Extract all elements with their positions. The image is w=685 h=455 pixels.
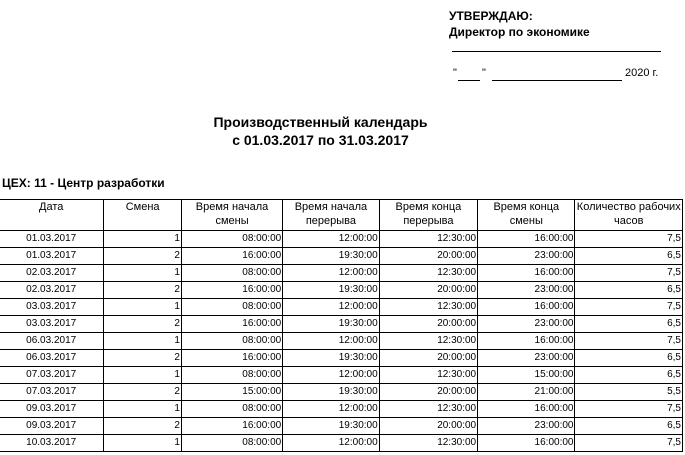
cell-end: 16:00:00 bbox=[478, 299, 575, 316]
cell-start: 16:00:00 bbox=[181, 316, 282, 333]
table-row bbox=[0, 299, 683, 316]
cell-break-end: 20:00:00 bbox=[379, 418, 477, 435]
cell-hours: 7,5 bbox=[575, 299, 683, 316]
cell-hours: 6,5 bbox=[575, 316, 683, 333]
cell-break-start: 19:30:00 bbox=[283, 350, 379, 367]
cell-hours: 6,5 bbox=[575, 418, 683, 435]
cell-break-start: 12:00:00 bbox=[283, 265, 379, 282]
cell-break-start: 12:00:00 bbox=[283, 333, 379, 350]
cell-shift: 2 bbox=[104, 418, 182, 435]
table-row bbox=[0, 401, 683, 418]
cell-start: 15:00:00 bbox=[181, 384, 282, 401]
calendar-table bbox=[0, 199, 683, 452]
cell-hours: 7,5 bbox=[575, 401, 683, 418]
department-label: ЦЕХ: 11 bbox=[2, 176, 47, 190]
cell-break-end: 20:00:00 bbox=[379, 248, 477, 265]
cell-shift: 1 bbox=[104, 265, 182, 282]
table-row bbox=[0, 265, 683, 282]
quote-open: " bbox=[453, 67, 457, 79]
cell-date: 07.03.2017 bbox=[0, 384, 104, 401]
table-row bbox=[0, 367, 683, 384]
table-row bbox=[0, 418, 683, 435]
cell-hours: 6,5 bbox=[575, 282, 683, 299]
cell-break-start: 19:30:00 bbox=[283, 248, 379, 265]
cell-start: 08:00:00 bbox=[181, 401, 282, 418]
cell-end: 21:00:00 bbox=[478, 384, 575, 401]
cell-end: 16:00:00 bbox=[478, 333, 575, 350]
cell-break-end: 20:00:00 bbox=[379, 350, 477, 367]
cell-end: 16:00:00 bbox=[478, 435, 575, 452]
cell-date: 02.03.2017 bbox=[0, 282, 104, 299]
cell-hours: 7,5 bbox=[575, 435, 683, 452]
cell-hours: 6,5 bbox=[575, 367, 683, 384]
cell-shift: 1 bbox=[104, 299, 182, 316]
table-row bbox=[0, 248, 683, 265]
cell-end: 16:00:00 bbox=[478, 231, 575, 248]
cell-date: 09.03.2017 bbox=[0, 418, 104, 435]
day-blank-line bbox=[458, 80, 480, 81]
cell-date: 06.03.2017 bbox=[0, 350, 104, 367]
cell-start: 08:00:00 bbox=[181, 435, 282, 452]
cell-end: 15:00:00 bbox=[478, 367, 575, 384]
cell-break-end: 12:30:00 bbox=[379, 299, 477, 316]
col-header-end: Время конца смены bbox=[478, 200, 575, 231]
cell-break-end: 20:00:00 bbox=[379, 384, 477, 401]
approval-year: 2020 г. bbox=[625, 67, 659, 79]
cell-break-start: 12:00:00 bbox=[283, 231, 379, 248]
cell-break-start: 12:00:00 bbox=[283, 367, 379, 384]
department-name: - Центр разработки bbox=[46, 176, 165, 190]
cell-date: 07.03.2017 bbox=[0, 367, 104, 384]
cell-shift: 1 bbox=[104, 333, 182, 350]
table-row bbox=[0, 282, 683, 299]
cell-shift: 2 bbox=[104, 384, 182, 401]
table-header-row bbox=[0, 200, 683, 231]
cell-start: 08:00:00 bbox=[181, 231, 282, 248]
col-header-shift: Смена bbox=[104, 200, 182, 231]
cell-break-end: 20:00:00 bbox=[379, 316, 477, 333]
cell-shift: 1 bbox=[104, 435, 182, 452]
cell-shift: 2 bbox=[104, 282, 182, 299]
cell-break-start: 12:00:00 bbox=[283, 401, 379, 418]
cell-date: 02.03.2017 bbox=[0, 265, 104, 282]
month-blank-line bbox=[492, 80, 622, 81]
col-header-break-start: Время начала перерыва bbox=[283, 200, 379, 231]
cell-shift: 1 bbox=[104, 401, 182, 418]
col-header-break-end: Время конца перерыва bbox=[379, 200, 477, 231]
approval-block bbox=[449, 9, 681, 79]
cell-end: 16:00:00 bbox=[478, 401, 575, 418]
table-row bbox=[0, 435, 683, 452]
cell-end: 16:00:00 bbox=[478, 265, 575, 282]
approval-date bbox=[449, 64, 681, 80]
table-row bbox=[0, 350, 683, 367]
quote-close: " bbox=[482, 67, 486, 79]
approval-position: Директор по экономике bbox=[449, 25, 590, 39]
cell-hours: 7,5 bbox=[575, 333, 683, 350]
cell-start: 16:00:00 bbox=[181, 282, 282, 299]
table-row bbox=[0, 333, 683, 350]
cell-shift: 2 bbox=[104, 350, 182, 367]
cell-date: 06.03.2017 bbox=[0, 333, 104, 350]
cell-break-end: 12:30:00 bbox=[379, 265, 477, 282]
cell-shift: 1 bbox=[104, 231, 182, 248]
cell-start: 08:00:00 bbox=[181, 265, 282, 282]
cell-end: 23:00:00 bbox=[478, 282, 575, 299]
cell-shift: 2 bbox=[104, 248, 182, 265]
cell-start: 16:00:00 bbox=[181, 350, 282, 367]
cell-break-start: 19:30:00 bbox=[283, 384, 379, 401]
table-row bbox=[0, 384, 683, 401]
cell-date: 03.03.2017 bbox=[0, 316, 104, 333]
cell-date: 09.03.2017 bbox=[0, 401, 104, 418]
table-row bbox=[0, 231, 683, 248]
cell-hours: 6,5 bbox=[575, 350, 683, 367]
cell-shift: 1 bbox=[104, 367, 182, 384]
cell-date: 10.03.2017 bbox=[0, 435, 104, 452]
col-header-date: Дата bbox=[0, 200, 104, 231]
department-line bbox=[2, 176, 165, 190]
cell-shift: 2 bbox=[104, 316, 182, 333]
col-header-start: Время начала смены bbox=[181, 200, 282, 231]
cell-date: 01.03.2017 bbox=[0, 248, 104, 265]
cell-break-start: 19:30:00 bbox=[283, 282, 379, 299]
cell-break-start: 19:30:00 bbox=[283, 418, 379, 435]
cell-break-start: 19:30:00 bbox=[283, 316, 379, 333]
col-header-hours: Количество рабочих часов bbox=[575, 200, 683, 231]
cell-start: 08:00:00 bbox=[181, 333, 282, 350]
cell-break-end: 12:30:00 bbox=[379, 401, 477, 418]
cell-date: 01.03.2017 bbox=[0, 231, 104, 248]
cell-break-start: 12:00:00 bbox=[283, 435, 379, 452]
report-title: Производственный календарь bbox=[213, 114, 428, 130]
cell-start: 16:00:00 bbox=[181, 418, 282, 435]
cell-break-start: 12:00:00 bbox=[283, 299, 379, 316]
cell-hours: 5,5 bbox=[575, 384, 683, 401]
cell-date: 03.03.2017 bbox=[0, 299, 104, 316]
cell-hours: 6,5 bbox=[575, 248, 683, 265]
cell-end: 23:00:00 bbox=[478, 350, 575, 367]
cell-break-end: 20:00:00 bbox=[379, 282, 477, 299]
report-period: с 01.03.2017 по 31.03.2017 bbox=[232, 132, 409, 148]
cell-break-end: 12:30:00 bbox=[379, 367, 477, 384]
cell-end: 23:00:00 bbox=[478, 248, 575, 265]
cell-hours: 7,5 bbox=[575, 265, 683, 282]
cell-break-end: 12:30:00 bbox=[379, 231, 477, 248]
cell-end: 23:00:00 bbox=[478, 316, 575, 333]
cell-hours: 7,5 bbox=[575, 231, 683, 248]
cell-end: 23:00:00 bbox=[478, 418, 575, 435]
table-row bbox=[0, 316, 683, 333]
cell-break-end: 12:30:00 bbox=[379, 333, 477, 350]
approval-title: УТВЕРЖДАЮ: bbox=[449, 9, 533, 23]
signature-line bbox=[452, 51, 661, 52]
cell-start: 08:00:00 bbox=[181, 299, 282, 316]
cell-start: 16:00:00 bbox=[181, 248, 282, 265]
cell-break-end: 12:30:00 bbox=[379, 435, 477, 452]
cell-start: 08:00:00 bbox=[181, 367, 282, 384]
